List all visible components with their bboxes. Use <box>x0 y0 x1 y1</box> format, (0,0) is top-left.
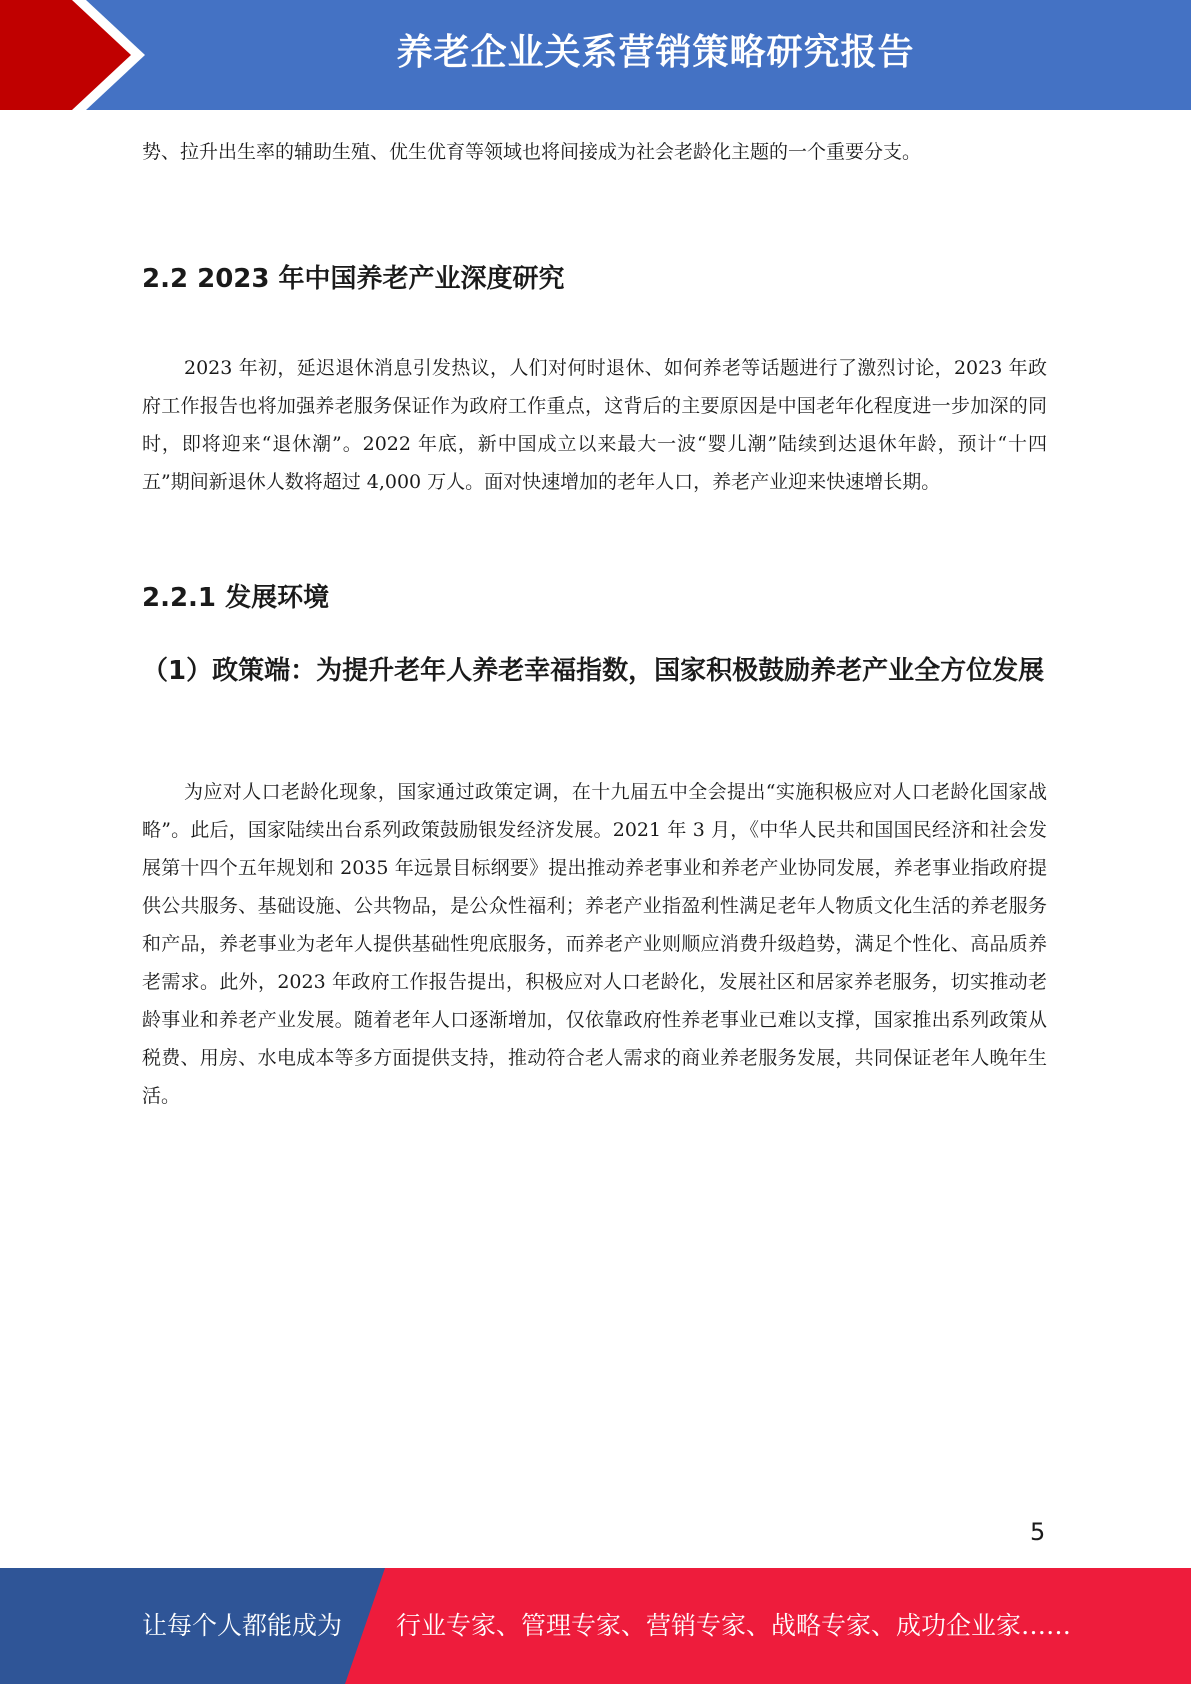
page-footer <box>0 1568 1191 1684</box>
report-title: 养老企业关系营销策略研究报告 <box>396 32 915 73</box>
page-number: 5 <box>1030 1518 1046 1546</box>
page-header <box>0 0 1191 110</box>
subsection-heading: 2.2.1 发展环境 <box>142 583 330 613</box>
header-chevron-decoration <box>0 0 160 110</box>
policy-paragraph: 为应对人口老龄化现象，国家通过政策定调，在十九届五中全会提出“实施积极应对人口老龄化国家战略”。此后，国家陆续出台系列政策鼓励银发经济发展。2021 年 3 月，《中华人民共和国国民经济和社会发展第十四个五年规划和 2035 年远景目标纲要》提出推动养老事业和养老产业协同发展，养老事业指政府提供公共服务、基础设施、公共物品，是公众性福利；养老产业指盈利性满足老年人物质文化生活的养老服务和产品，养老事业为老年人提供基础性兜底服务，而养老产业则顺应消费升级趋势，满足个性化、高品质养老需求。此外，2023 年政府工作报告提出，积极应对人口老龄化，发展社区和居家养老服务，切实推动老龄事业和养老产业发展。随着老年人口逐渐增加，仅依靠政府性养老事业已难以支撑，国家推出系列政策从税费、用房、水电成本等多方面提供支持，推动符合老人需求的商业养老服务发展，共同保证老年人晚年生活。 <box>142 781 1047 1107</box>
continuation-paragraph: 势、拉升出生率的辅助生殖、优生优育等领域也将间接成为社会老龄化主题的一个重要分支。 <box>142 141 922 163</box>
footer-slogan-left: 让每个人都能成为 <box>142 1611 343 1640</box>
policy-heading: （1）政策端：为提升老年人养老幸福指数，国家积极鼓励养老产业全方位发展 <box>142 656 1045 686</box>
section-paragraph: 2023 年初，延迟退休消息引发热议，人们对何时退休、如何养老等话题进行了激烈讨论，2023 年政府工作报告也将加强养老服务保证作为政府工作重点，这背后的主要原因是中国老年化程度进一步加深的同时，即将迎来“退休潮”。2022 年底，新中国成立以来最大一波“婴儿潮”陆续到达退休年龄，预计“十四五”期间新退休人数将超过 4,000 万人。面对快速增加的老年人口，养老产业迎来快速增长期。 <box>142 357 1047 493</box>
footer-slogan-right: 行业专家、管理专家、营销专家、战略专家、成功企业家…… <box>396 1611 1072 1640</box>
section-heading: 2.2 2023 年中国养老产业深度研究 <box>142 264 565 294</box>
